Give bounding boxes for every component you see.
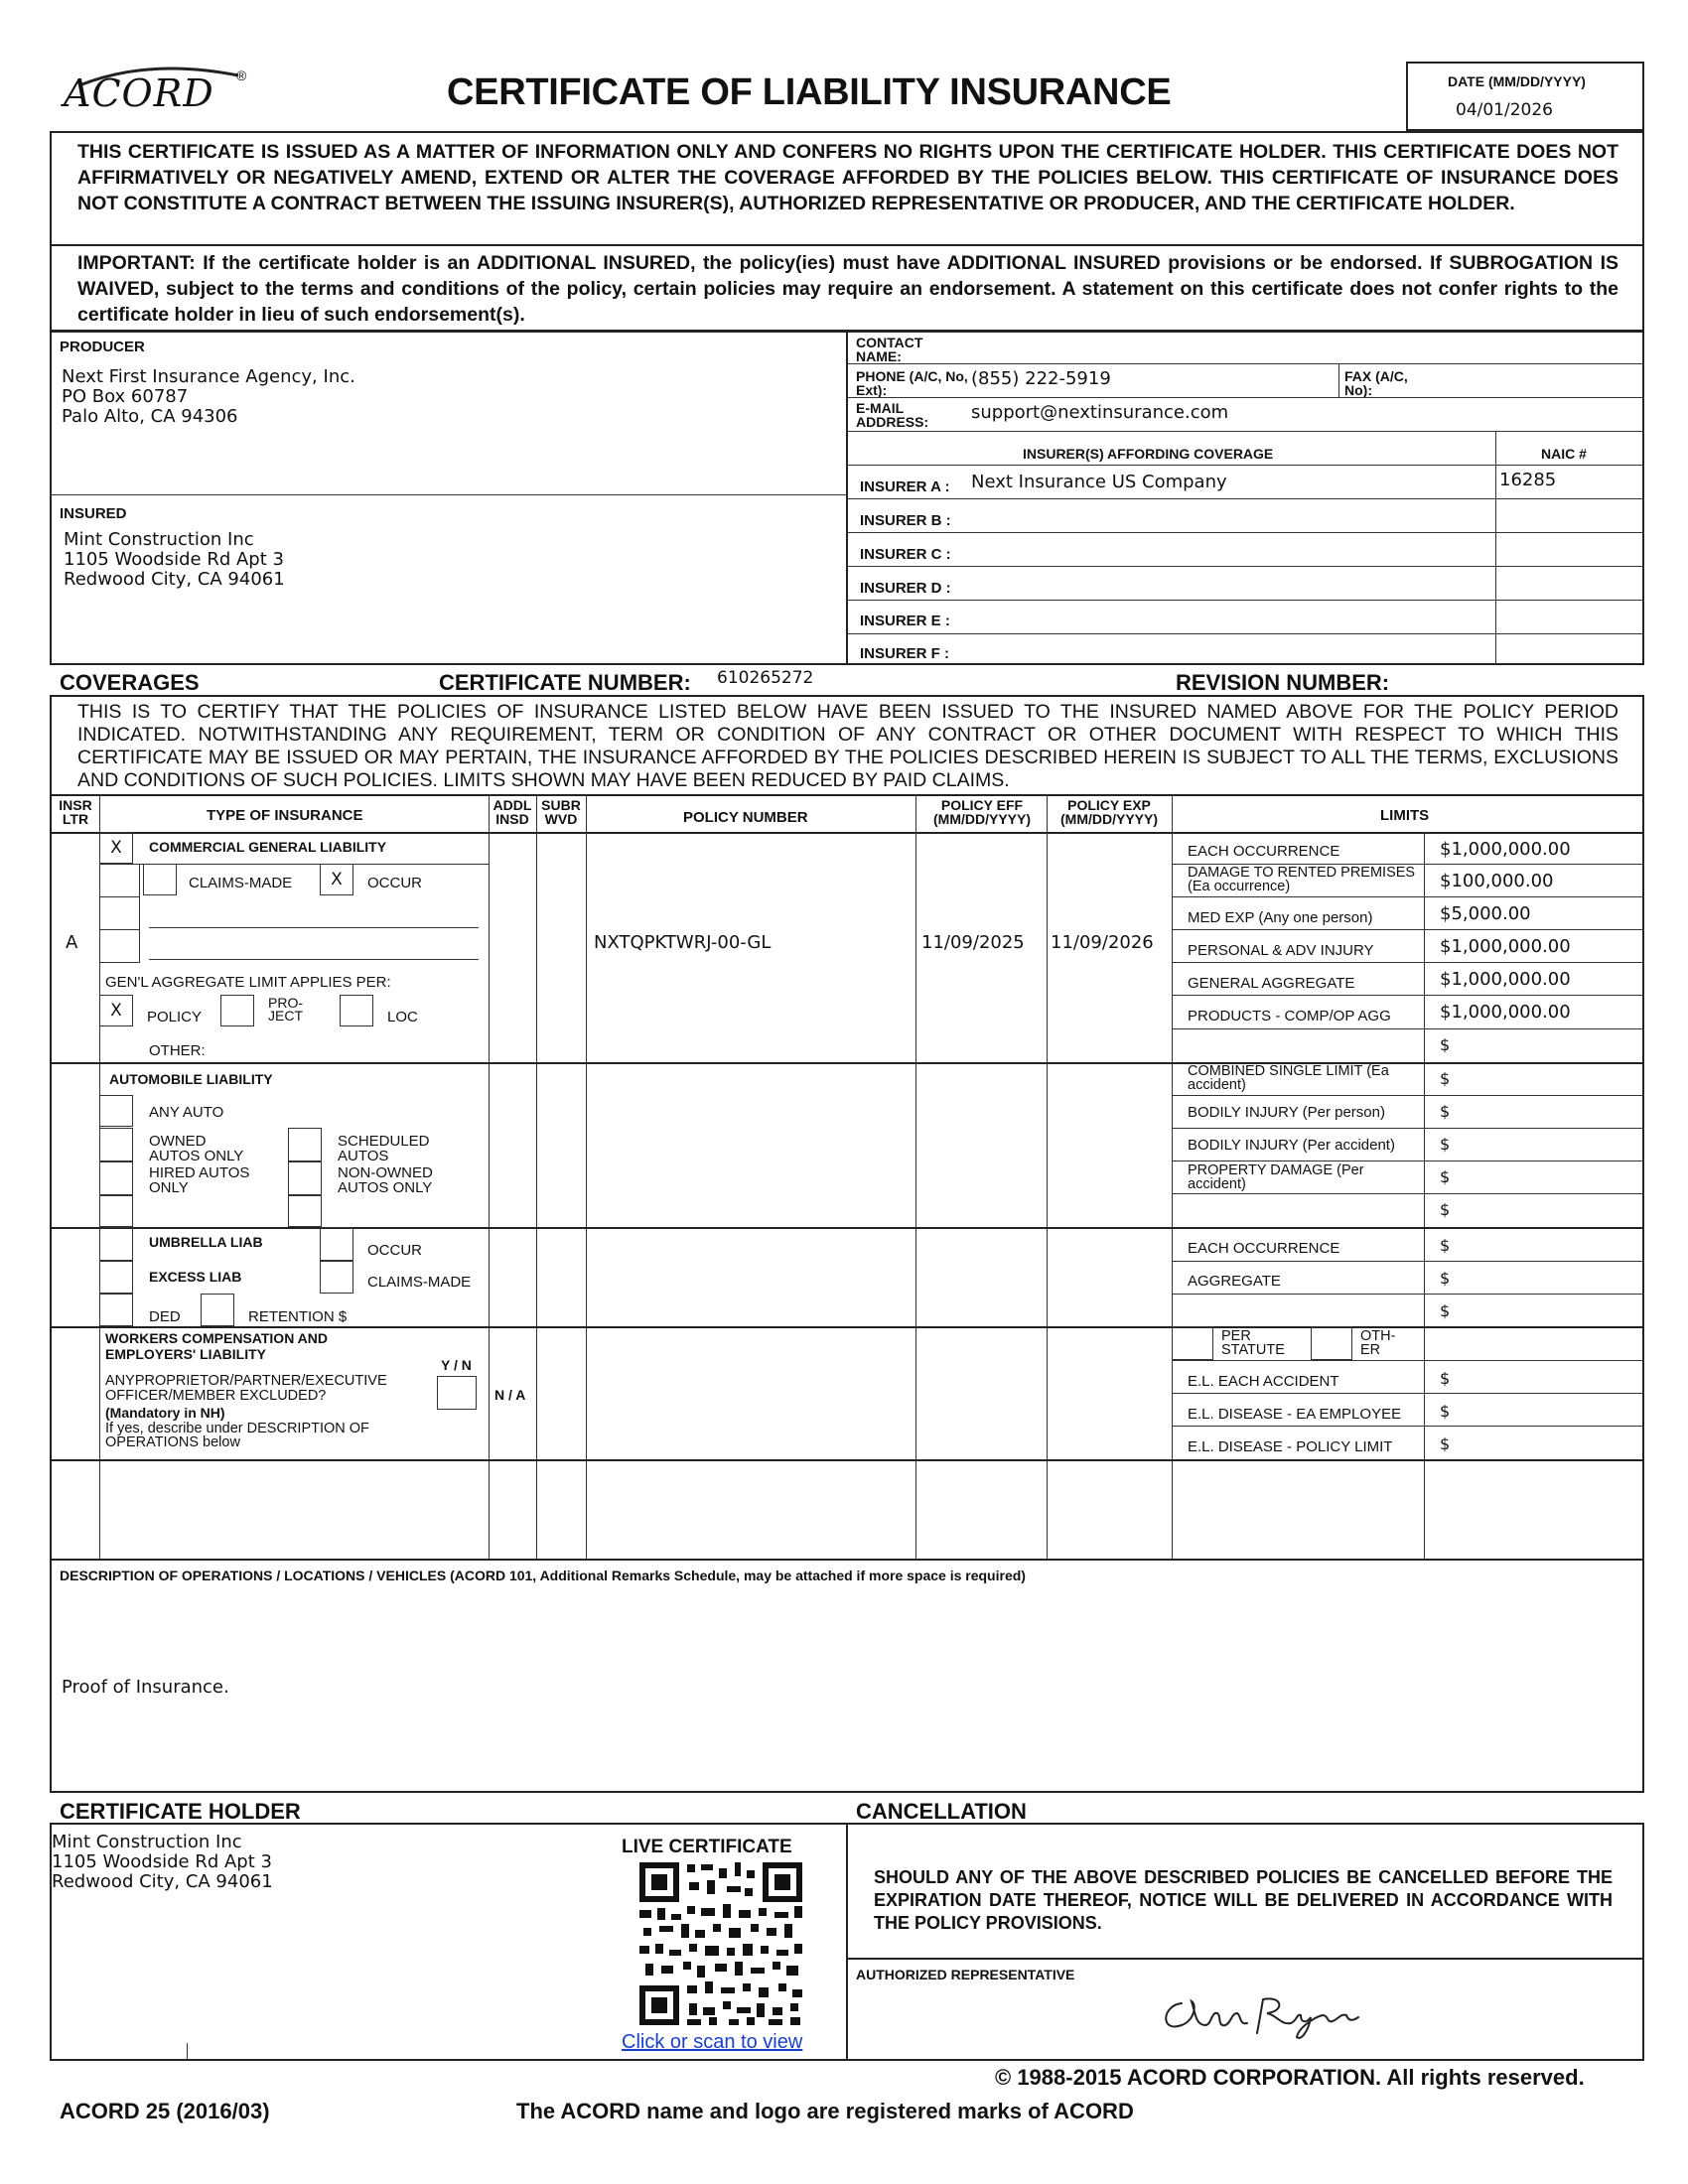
gl-limit-value-2: $5,000.00: [1440, 903, 1531, 924]
cancellation-label: CANCELLATION: [856, 1799, 1027, 1824]
disclaimer-text: THIS CERTIFICATE IS ISSUED AS A MATTER OF INFORMATION ONLY AND CONFERS NO RIGHTS UPON THE CERTIFICATE HOLDER. THIS CERTIFICATE DOES NOT AFFIRMATIVELY OR NEGATIVELY AMEND, EXTEND OR ALTER THE COVERAGE AFFORDED BY THE POLICIES BELOW. THIS CERTIFICATE OF INSURANCE DOES NOT CONSTITUTE A CONTRACT BETWEEN THE ISSUING INSURER(S), AUTHORIZED REPRESENTATIVE OR PRODUCER, AND THE CERTIFICATE HOLDER.: [77, 141, 1618, 214]
gl-limit-label-1: DAMAGE TO RENTED PREMISES (Ea occurrence): [1188, 865, 1416, 894]
insurer-f-label: INSURER F :: [860, 645, 949, 662]
gl-policy-exp: 11/09/2026: [1051, 932, 1154, 953]
ded-label: DED: [149, 1308, 181, 1325]
important-text: IMPORTANT: If the certificate holder is an ADDITIONAL INSURED, the policy(ies) must have ADDITIONAL INSURED provisions or be endorsed. If SUBROGATION IS WAIVED, subject to the terms and conditions of the policy, certain policies may require an endorsement. A statement on this certificate does not confer rights to the certificate holder in lieu of such endorsement(s).: [77, 252, 1618, 326]
insured-line3: Redwood City, CA 94061: [64, 569, 285, 590]
other-label: OTHER:: [149, 1042, 206, 1059]
gl-limit-label-0: EACH OCCURRENCE: [1188, 843, 1340, 860]
page-title: CERTIFICATE OF LIABILITY INSURANCE: [447, 71, 1172, 113]
insurer-e-label: INSURER E :: [860, 613, 950, 629]
occur-checkbox[interactable]: X: [320, 864, 353, 895]
any-auto-label: ANY AUTO: [149, 1104, 224, 1121]
wc-limit-label-2: E.L. DISEASE - POLICY LIMIT: [1188, 1438, 1393, 1455]
gl-limit-value-5: $1,000,000.00: [1440, 1002, 1571, 1023]
auto-limit-value-1: $: [1440, 1102, 1451, 1121]
producer-line1: Next First Insurance Agency, Inc.: [62, 366, 355, 387]
umbrella-occur-label: OCCUR: [367, 1242, 422, 1259]
auto-limit-value-2: $: [1440, 1135, 1451, 1154]
date-box: [1406, 62, 1644, 131]
auto-limit-value-0: $: [1440, 1069, 1451, 1088]
revision-number-label: REVISION NUMBER:: [1176, 670, 1390, 695]
umbrella-limit-value-2: $: [1440, 1301, 1451, 1320]
retention-label: RETENTION $: [248, 1308, 348, 1325]
insurer-c-label: INSURER C :: [860, 546, 951, 563]
per-statute-label: PER STATUTE: [1221, 1328, 1285, 1358]
auto-limit-label-2: BODILY INJURY (Per accident): [1188, 1137, 1395, 1154]
signature-image: [1152, 1976, 1370, 2045]
coverages-block: [50, 695, 1644, 1793]
auto-limit-value-3: $: [1440, 1167, 1451, 1186]
gl-limit-value-3: $1,000,000.00: [1440, 936, 1571, 957]
mandatory-nh-label: (Mandatory in NH): [105, 1405, 225, 1421]
excluded-label: ANYPROPRIETOR/PARTNER/EXECUTIVE OFFICER/MEMBER EXCLUDED?: [105, 1373, 387, 1404]
umbrella-claims-made-label: CLAIMS-MADE: [367, 1274, 472, 1291]
umbrella-liab-label: UMBRELLA LIAB: [149, 1234, 263, 1250]
holder-line1: Mint Construction Inc: [52, 1832, 242, 1852]
certificate-holder-label: CERTIFICATE HOLDER: [60, 1799, 301, 1824]
copyright-text: © 1988-2015 ACORD CORPORATION. All rights reserved.: [995, 2065, 1585, 2090]
auto-blank-checkbox-2[interactable]: [288, 1195, 322, 1227]
th-addl: ADDL INSD: [492, 797, 532, 827]
occur-label: OCCUR: [367, 875, 422, 891]
date-label: DATE (MM/DD/YYYY): [1448, 73, 1586, 89]
description-label: DESCRIPTION OF OPERATIONS / LOCATIONS / VEHICLES (ACORD 101, Additional Remarks Schedule, may be attached if more space is required): [60, 1568, 1026, 1583]
wc-other-label: OTH- ER: [1360, 1328, 1396, 1358]
policy-label: POLICY: [147, 1009, 203, 1025]
holder-line2: 1105 Woodside Rd Apt 3: [52, 1851, 272, 1872]
authorized-rep-label: AUTHORIZED REPRESENTATIVE: [856, 1967, 1075, 1982]
gen-agg-label: GEN'L AGGREGATE LIMIT APPLIES PER:: [105, 974, 391, 991]
acord-logo: [60, 64, 258, 123]
excess-liab-label: EXCESS LIAB: [149, 1269, 242, 1285]
gl-limit-value-4: $1,000,000.00: [1440, 969, 1571, 990]
gl-limit-value-6: $: [1440, 1035, 1451, 1054]
insurer-a-naic: 16285: [1499, 470, 1557, 490]
claims-made-checkbox[interactable]: [143, 864, 177, 895]
auto-limit-label-0: COMBINED SINGLE LIMIT (Ea accident): [1188, 1063, 1389, 1093]
non-owned-autos-label: NON-OWNED AUTOS ONLY: [338, 1164, 433, 1196]
yn-label: Y / N: [441, 1357, 472, 1373]
gl-limit-label-4: GENERAL AGGREGATE: [1188, 975, 1355, 992]
insured-line2: 1105 Woodside Rd Apt 3: [64, 549, 284, 570]
scheduled-autos-label: SCHEDULED AUTOS: [338, 1133, 430, 1164]
umbrella-limit-value-0: $: [1440, 1236, 1451, 1255]
email-label: E-MAIL ADDRESS:: [856, 400, 929, 430]
insured-line1: Mint Construction Inc: [64, 529, 254, 550]
registered-mark: ®: [236, 68, 247, 83]
umbrella-checkbox[interactable]: [99, 1227, 133, 1261]
ded-checkbox[interactable]: [99, 1294, 133, 1326]
loc-checkbox[interactable]: [340, 995, 373, 1026]
form-id: ACORD 25 (2016/03): [60, 2099, 270, 2123]
per-statute-checkbox[interactable]: [1172, 1326, 1213, 1360]
cancellation-text: SHOULD ANY OF THE ABOVE DESCRIBED POLICIES BE CANCELLED BEFORE THE EXPIRATION DATE THEREOF, NOTICE WILL BE DELIVERED IN ACCORDANCE WITH THE POLICY PROVISIONS.: [874, 1867, 1613, 1933]
any-auto-checkbox[interactable]: [99, 1095, 133, 1127]
producer-line3: Palo Alto, CA 94306: [62, 406, 238, 427]
insurer-a-label: INSURER A :: [860, 478, 950, 495]
th-limits: LIMITS: [1380, 807, 1430, 824]
auto-blank-checkbox-1[interactable]: [99, 1195, 133, 1227]
phone-label: PHONE (A/C, No, Ext):: [856, 368, 968, 398]
retention-checkbox[interactable]: [201, 1294, 234, 1326]
insurer-a-name: Next Insurance US Company: [971, 472, 1227, 492]
trademark-text: The ACORD name and logo are registered marks of ACORD: [516, 2099, 1134, 2123]
excluded-yn-checkbox[interactable]: [437, 1376, 477, 1410]
insurer-b-label: INSURER B :: [860, 512, 951, 529]
umbrella-limit-value-1: $: [1440, 1269, 1451, 1288]
acord-logo-text: ACORD: [64, 71, 214, 115]
owned-autos-checkbox[interactable]: [99, 1128, 133, 1161]
wc-na-label: N / A: [494, 1387, 526, 1403]
th-policy-exp: POLICY EXP (MM/DD/YYYY): [1060, 797, 1158, 827]
live-certificate-label: LIVE CERTIFICATE: [622, 1837, 792, 1857]
workers-comp-label: WORKERS COMPENSATION AND EMPLOYERS' LIABILITY: [105, 1330, 328, 1362]
hired-autos-checkbox[interactable]: [99, 1161, 133, 1195]
fax-label: FAX (A/C, No):: [1344, 368, 1408, 398]
umbrella-limit-label-0: EACH OCCURRENCE: [1188, 1240, 1340, 1257]
email-value: support@nextinsurance.com: [971, 402, 1229, 423]
certify-text: THIS IS TO CERTIFY THAT THE POLICIES OF INSURANCE LISTED BELOW HAVE BEEN ISSUED TO THE INSURED NAMED ABOVE FOR THE POLICY PERIOD INDICATED. NOTWITHSTANDING ANY REQUIREMENT, TERM OR CONDITION OF ANY CONTRACT OR OTHER DOCUMENT WITH RESPECT TO WHICH THIS CERTIFICATE MAY BE ISSUED OR MAY PERTAIN, THE INSURANCE AFFORDED BY THE POLICIES DESCRIBED HEREIN IS SUBJECT TO ALL THE TERMS, EXCLUSIONS AND CONDITIONS OF SUCH POLICIES. LIMITS SHOWN MAY HAVE BEEN REDUCED BY PAID CLAIMS.: [77, 701, 1618, 791]
th-type: TYPE OF INSURANCE: [207, 807, 363, 824]
cert-number-value: 610265272: [717, 668, 814, 688]
cgl-label: COMMERCIAL GENERAL LIABILITY: [149, 839, 387, 855]
scheduled-autos-checkbox[interactable]: [288, 1128, 322, 1161]
producer-line2: PO Box 60787: [62, 386, 189, 407]
wc-limit-value-0: $: [1440, 1369, 1451, 1388]
auto-limit-label-1: BODILY INJURY (Per person): [1188, 1104, 1385, 1121]
non-owned-autos-checkbox[interactable]: [288, 1161, 322, 1195]
umbrella-limit-label-1: AGGREGATE: [1188, 1273, 1281, 1290]
th-policy-eff: POLICY EFF (MM/DD/YYYY): [933, 797, 1031, 827]
view-certificate-link[interactable]: Click or scan to view: [622, 2031, 803, 2053]
wc-limit-value-1: $: [1440, 1402, 1451, 1421]
project-label: PRO- JECT: [268, 995, 303, 1024]
project-checkbox[interactable]: [220, 995, 254, 1026]
auto-limit-value-4: $: [1440, 1200, 1451, 1219]
holder-line3: Redwood City, CA 94061: [52, 1871, 273, 1892]
insurers-header: INSURER(S) AFFORDING COVERAGE: [1023, 446, 1274, 462]
gl-policy-eff: 11/09/2025: [921, 932, 1025, 953]
insured-label: INSURED: [60, 505, 127, 522]
qr-code-icon[interactable]: [635, 1858, 806, 2029]
auto-limit-label-3: PROPERTY DAMAGE (Per accident): [1188, 1162, 1364, 1192]
description-text: Proof of Insurance.: [62, 1677, 229, 1698]
umbrella-claims-made-checkbox[interactable]: [320, 1261, 353, 1294]
gl-limit-value-0: $1,000,000.00: [1440, 839, 1571, 860]
auto-liability-label: AUTOMOBILE LIABILITY: [109, 1071, 273, 1087]
claims-made-label: CLAIMS-MADE: [189, 875, 293, 891]
wc-describe-label: If yes, describe under DESCRIPTION OF OPERATIONS below: [105, 1421, 369, 1450]
wc-limit-value-2: $: [1440, 1434, 1451, 1453]
contact-name-label: CONTACT NAME:: [856, 335, 923, 364]
gl-policy-number: NXTQPKTWRJ-00-GL: [594, 932, 772, 953]
hired-autos-label: HIRED AUTOS ONLY: [149, 1164, 250, 1196]
gl-limit-value-1: $100,000.00: [1440, 871, 1554, 891]
cgl-checkbox[interactable]: X: [99, 832, 133, 864]
coverages-label: COVERAGES: [60, 670, 200, 695]
cert-number-label: CERTIFICATE NUMBER:: [439, 670, 691, 695]
wc-other-checkbox[interactable]: [1311, 1326, 1352, 1360]
gl-limit-label-5: PRODUCTS - COMP/OP AGG: [1188, 1008, 1391, 1024]
policy-checkbox[interactable]: X: [99, 995, 133, 1026]
producer-label: PRODUCER: [60, 339, 145, 355]
gl-limit-label-2: MED EXP (Any one person): [1188, 909, 1373, 926]
wc-limit-label-1: E.L. DISEASE - EA EMPLOYEE: [1188, 1406, 1402, 1423]
excess-checkbox[interactable]: [99, 1261, 133, 1294]
date-value: 04/01/2026: [1456, 100, 1553, 120]
gl-limit-label-3: PERSONAL & ADV INJURY: [1188, 942, 1374, 959]
umbrella-occur-checkbox[interactable]: [320, 1227, 353, 1261]
naic-header: NAIC #: [1541, 446, 1587, 462]
th-insr-ltr: INSR LTR: [59, 797, 92, 827]
gl-insr-ltr: A: [66, 932, 78, 953]
th-policy-number: POLICY NUMBER: [683, 809, 808, 826]
th-subr: SUBR WVD: [541, 797, 581, 827]
loc-label: LOC: [387, 1009, 418, 1025]
phone-value: (855) 222-5919: [971, 368, 1111, 389]
insurer-d-label: INSURER D :: [860, 580, 951, 597]
owned-autos-label: OWNED AUTOS ONLY: [149, 1133, 244, 1164]
wc-limit-label-0: E.L. EACH ACCIDENT: [1188, 1373, 1339, 1390]
